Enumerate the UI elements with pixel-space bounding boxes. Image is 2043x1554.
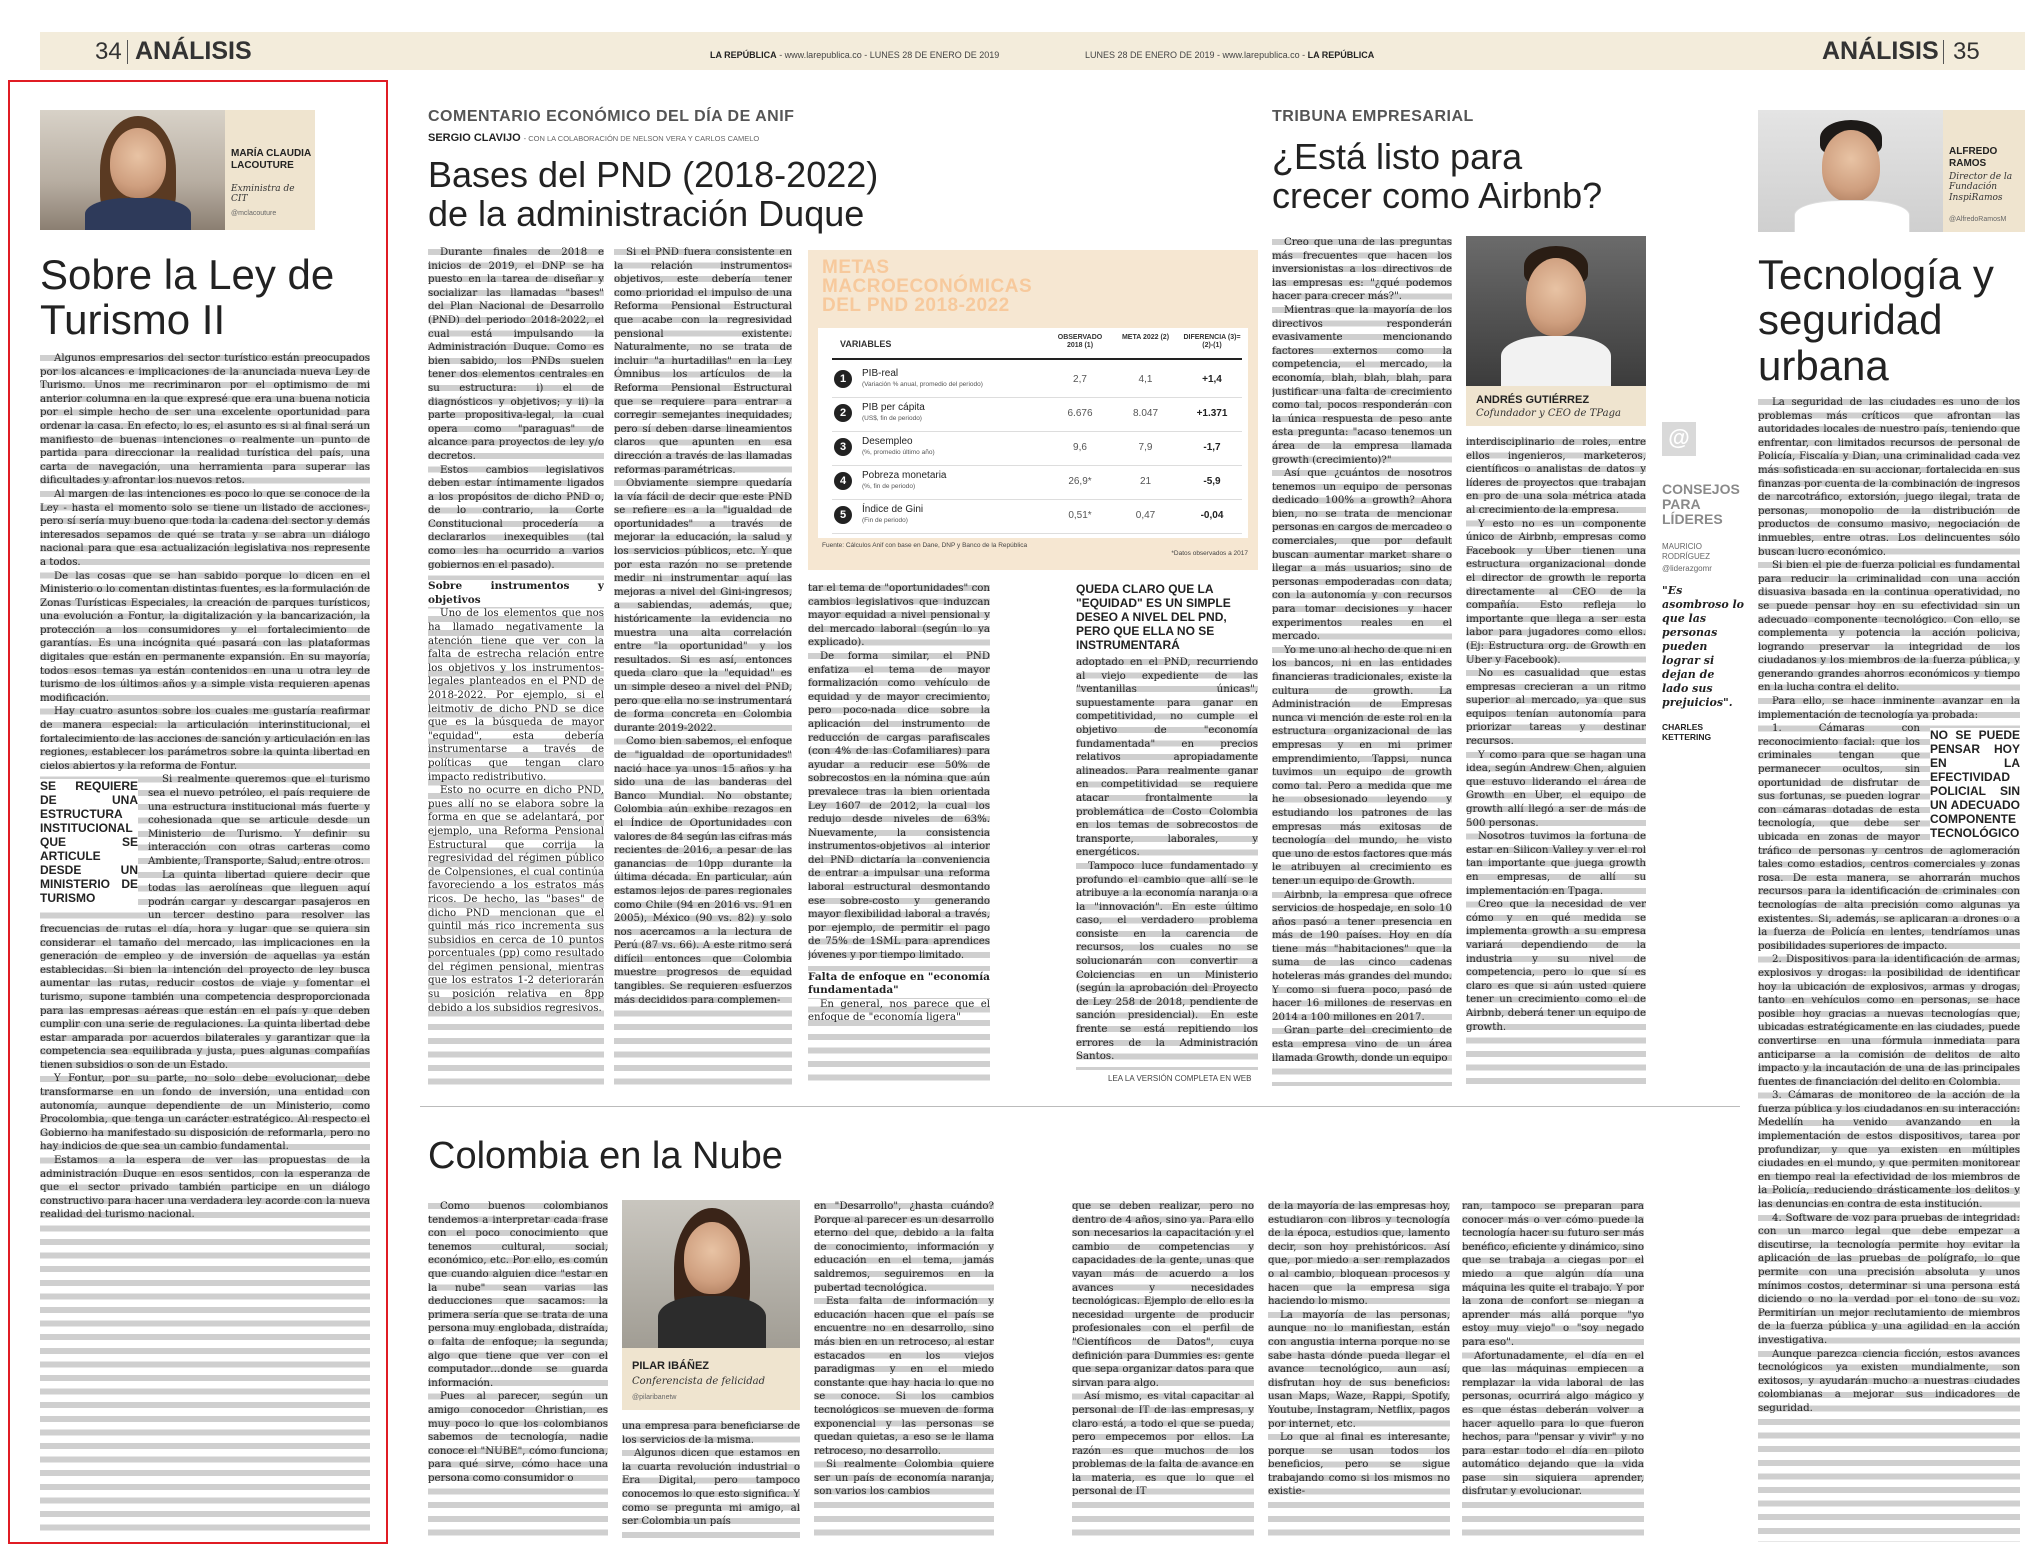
- row-number-badge: 5: [834, 506, 852, 524]
- row-meta: 4,1: [1138, 374, 1153, 385]
- author-role: Conferencista de felicidad: [632, 1376, 766, 1387]
- paragraph: adoptado en el PND, recurriendo al viejo expediente de las "ventanillas únicas", supuestamente para ganar en competitividad, no cumple el objetivo de "economía fundamentada" en precios relativos apropiadamente alineados. Para realmente ganar en competitividad se requiere atacar frontalmente la problemática de Costo Colombia en los temas de sobrecostos de transporte, laborales, y energéticos.: [1076, 657, 1258, 859]
- nube-author-photo: [622, 1200, 800, 1348]
- paragraph: La seguridad de las ciudades es uno de los problemas más críticos que afrontan las autoridades locales de nuestro país, teniendo que enfrentar, con limitados recursos de personal de Policía, Fiscalía y Dian, una criminalidad cada vez más sofisticada en su accionar, fortalecida en sus finanzas por cuenta de la combinación de ingresos de narcotráfico, extorsión, juego ilegal, trata de personas, monopolio de la distribución de productos de consumo masivo, negociación de inmuebles, entre otras. Los delincuentes sólo buscan lucro económico.: [1758, 397, 2020, 558]
- table-row: [818, 432, 1248, 466]
- row-sublabel: (Fin de periodo): [862, 517, 908, 524]
- paragraph: Para ello, se hace inminente avanzar en la implementación de tecnología ya probada:: [1758, 696, 2020, 721]
- paragraph: 3. Cámaras de monitoreo de la acción de la fuerza pública y los ciudadanos en su interacción: Medellín ha venido avanzando en la implementación de estos dispositivos, tarea por profundizar, y que ya existen en múltiples ciudades en el mundo, y que permiten monitorear en tiempo real la efectividad de los miembros de la Policía, reduciendo drásticamente los delitos y las denuncias en contra de esta institución.: [1758, 1090, 2020, 1211]
- paragraph: Si el PND fuera consistente en la relación instrumentos-objetivos, este debería tener como prioridad el impulso de una Reforma Pensional Estructural que acabe con la regresividad pensional existente. Naturalmente, no se trata de incluir "a hurtadillas" en la Ley Ómnibus los artículos de la Reforma Pensional Estructural que se requiere para entrar a corregir semejantes inequidades, pero sí deben darse lineamientos claros que apunten en esa dirección a través de las llamadas reformas paramétricas.: [614, 247, 792, 476]
- tribuna-author-box: [1466, 386, 1646, 426]
- anif-headline: Bases del PND (2018-2022) de la administración Duque: [428, 154, 879, 234]
- tribuna-column-2: [1466, 436, 1646, 1086]
- paragraph: Estos cambios legislativos deben estar íntimamente ligados a los propósitos de dicho PND o, de lo contrario, la Corte Constitucional procedería a declararlos inexequibles (tal como les ha ocurrido a varios gobiernos en el pasado).: [428, 464, 604, 571]
- article-headline: Sobre la Ley de Turismo II: [40, 251, 335, 344]
- right-author-photo: [1758, 110, 1943, 232]
- consejos-title: CONSEJOS PARA LÍDERES: [1662, 481, 1740, 527]
- table-row: [818, 364, 1248, 398]
- row-label: Índice de Gini: [862, 504, 924, 515]
- paragraph: Esta falta de información y educación hacen que el país se encuentre no en desarrollo, sino más bien en un retroceso, al estar estacados en los viejos paradigmas y en el miedo constante que hay hacia lo que no se conoce. Si los cambios tecnológicos se mueven de forma exponencial y las personas se quedan quietas, a eso se le llama retroceso, no desarrollo.: [814, 1296, 994, 1457]
- paragraph: Esto no ocurre en dicho PND, pues allí no se elabora sobre la forma en que se adelantará, por ejemplo, una Reforma Pensional Estructural que corrija la regresividad del régimen público de Colpensiones, el cual continúa favoreciendo a los estratos más ricos. De hecho, las "bases" de dicho PND mencionan que el quintil más rico incrementa sus subsidios en cerca de 10 puntos porcentuales (pp) como resultado del régimen pensional, mientras que los estratos 1-2 deteriorarán su posición relativa en 8pp debido a los subsidios regresivos.: [428, 785, 604, 1014]
- paragraph: Y Fontur, por su parte, no solo debe evolucionar, debe transformarse en un fondo de inversión, una entidad con autonomía, aunque dependiente de un Ministerio, como Procolombia, que tenga un carácter estratégico. Al respecto el Gobierno ha manifestado su disposición de reformarla, pero no hay indicios de que sea un cambio fundamental.: [40, 1073, 370, 1153]
- paragraph: La quinta libertad quiere decir que todas las aerolíneas que lleguen aquí podrán cargar y descargar pasajeros en un tercer destino para resolver las frecuencias de rutas el día, hora y lugar que se quiera sin considerar el tamaño del mercado, las implicaciones en la generación de empleo y de inversión de aquellas ya están establecidas. Si bien la intención del proyecto de ley busca aumentar las rutas, reducir costos de viaje y fomentar el turismo, supone también una competencia desproporcionada para las empresas aéreas que están en el país y que deben cumplir con una serie de regulaciones. La quinta libertad debe estar amparada por acuerdos bilaterales y garantizar que la competencia sea equilibrada y justa, pues algunas compañías tienen subsidios o son de un Estado.: [40, 869, 370, 1071]
- paragraph: Y como para que se hagan una idea, según Andrew Chen, alguien que estuvo liderando el área de Growth en Uber, el equipo de growth allí llegó a ser de más de 500 personas.: [1466, 749, 1646, 829]
- row-sublabel: (US$, fin de periodo): [862, 415, 922, 422]
- right-masthead: [1085, 50, 1374, 60]
- table-note: *Datos observados a 2017: [1171, 550, 1248, 557]
- author-role: Cofundador y CEO de TPaga: [1476, 408, 1621, 419]
- anif-kicker: COMENTARIO ECONÓMICO DEL DÍA DE ANIF: [428, 108, 795, 125]
- nube-column-2: [622, 1420, 800, 1540]
- nube-column-3: [814, 1200, 994, 1540]
- anif-column-1: [428, 246, 604, 1086]
- author-name: MARÍA CLAUDIA LACOUTURE: [231, 148, 311, 171]
- subheading: Sobre instrumentos y objetivos: [428, 580, 604, 606]
- right-masthead-info: LUNES 28 DE ENERO DE 2019 - www.larepublica.co -: [1085, 50, 1306, 60]
- consejos-quote: "Es asombroso lo que las personas pueden lograr si dejan de lado sus prejuicios".: [1662, 584, 1744, 709]
- paragraph: La mayoría de las personas, aunque no lo manifiestan, están con angustia interna porque no se sabe hasta dónde pueda llegar el avance tecnológico, aun así, disfrutan hoy de sus beneficios: usan Maps, Waze, Rappi, Spotify, Youtube, Instagram, Netflix, pagos por internet, etc.: [1268, 1309, 1450, 1430]
- paragraph: en "Desarrollo", ¿hasta cuándo? Porque al parecer es un desarrollo eterno del que, debido a la falta de conocimiento, información y educación en el tema, jamás saldremos, seguiremos en la pubertad tecnológica.: [814, 1201, 994, 1294]
- author-role: Exministra de CIT: [231, 184, 295, 205]
- table-body: [818, 328, 1248, 538]
- paragraph: Creo que la necesidad de ver cómo y en qué medida se implementa growth a su empresa variará dependiendo de la industria y su nivel de competencia, pero lo que sí es claro es que si aún usted quiere tener un crecimiento como el de Airbnb, deberá tener un equipo de growth.: [1466, 899, 1646, 1033]
- paragraph: Yo me uno al hecho de que ni en los bancos, ni en las entidades financieras tradicionales, existe la cultura de growth. La Administración de Empresas nunca vi mención de este rol en la estructura organizacional de las empresas y en mi primer emprendimiento, Tappsi, nunca tuvimos un equipo de growth como tal. Pero a medida que me he obsesionado leyendo y estudiando los patrones de las empresas más exitosas de tecnología del mundo, he visto que uno de estos factores que más le atribuyen al crecimiento es tener un equipo de Growth.: [1272, 644, 1452, 887]
- macro-goals-table: [808, 250, 1258, 570]
- left-masthead-brand: LA REPÚBLICA: [710, 50, 777, 60]
- paragraph: Pues al parecer, según un amigo conocedor Christian, es muy poco lo que los colombianos sabemos de tecnología, nadie conoce el "NUBE", cómo funciona, para qué sirve, cómo hace una persona como consumidor o: [428, 1391, 608, 1484]
- at-sign-icon: @: [1662, 422, 1696, 456]
- paragraph: de la mayoría de las empresas hoy, estudiaron con libros y tecnología de la época, estudios que, lamento decir, son hoy prehistóricos. Así que, por miedo a ser remplazados o al cambio, bloquean procesos y hacen que la empresa siga haciendo lo mismo.: [1268, 1201, 1450, 1308]
- row-number-badge: 3: [834, 438, 852, 456]
- paragraph: En general, nos parece que el enfoque de "economía ligera": [808, 998, 990, 1024]
- paragraph: Como buenos colombianos tendemos a interpretar cada frase con el poco conocimiento que tenemos cultural, social, económico, etc. Por ello, es común que cuando alguien dice "estar en la nube" sean varias las deducciones que sacamos: la primera sería que se trata de una persona muy englobada, distraída, o falta de enfoque; la segunda, algo que tiene que ver con el computador…donde se guarda información.: [428, 1201, 608, 1389]
- paragraph: Obviamente siempre quedaría la vía fácil de decir que este PND se refiere es a la "igualdad de oportunidades" a través de mejorar la educación, la salud y los servicios públicos, etc. Y que por esta razón no se pretende medir ni instrumentar aquí las mejoras a nivel del Gini-ingresos, a sabiendas, además, que, históricamente la evidencia no muestra una alta correlación entre "la oportunidad" y los resultados. Si es así, entonces queda claro que la "equidad" es un simple deseo a nivel del PND, pero que ella no se instrumentará de forma concreta en Colombia durante 2019-2022.: [614, 478, 792, 734]
- paragraph: Algunos empresarios del sector turístico están preocupados por los alcances e implicaciones de la anunciada nueva Ley de Turismo. Unos me recriminaron por el optimismo de mi anterior columna en la que expresé que era una buena noticia por el simple hecho de ser una excelente oportunidad para ordenar la casa. En efecto, lo es, el asunto es si al final será un manifiesto de buenas intenciones o realmente un punto de partida para direccionar la realidad turística del país, una carta de navegación, una herramienta para superar las dificultades y afrontar los nuevos retos.: [40, 353, 370, 487]
- nube-author-box: [622, 1348, 800, 1410]
- table-row: [818, 500, 1248, 534]
- nube-column-5: [1268, 1200, 1450, 1540]
- row-observado: 6.676: [1067, 408, 1093, 419]
- table-rows: [818, 364, 1248, 536]
- row-observado: 0,51*: [1068, 510, 1092, 521]
- row-sublabel: (%, promedio último año): [862, 449, 935, 456]
- pull-quote-text: SE REQUIERE DE UNA ESTRUCTURA INSTITUCIONAL QUE SE ARTICULE DESDE UN MINISTERIO DE TURISMO: [40, 779, 138, 906]
- row-label: PIB per cápita: [862, 402, 925, 413]
- paragraph: Aunque parezca ciencia ficción, estos avances tecnológicos ya existen mundialmente, son exitosos, y ayudarán mucho a nuestras ciudades colombianas a mejorar sus indicadores de seguridad.: [1758, 1348, 2020, 1414]
- row-diferencia: -0,04: [1200, 510, 1224, 521]
- paragraph: Como bien sabemos, el enfoque de "igualdad de oportunidades" nació hace ya unos 15 años y ha sido una de las banderas del Banco Mundial. No obstante, Colombia aún exhibe rezagos en el Índice de Oportunidades con valores de 84 según las cifras más recientes de 2016, a pesar de las ganancias de 10pp durante la última década. En particular, aún estamos lejos de pares regionales como Chile (94 en 2016 vs. 91 en 2005), México (90 vs. 82) y solo nos acercamos a la lectura de Perú (87 vs. 66). A este ritmo será difícil entonces que Colombia muestre progresos de equidad tangibles. Se requieren esfuerzos más decididos para complemen-: [614, 736, 792, 1006]
- paragraph: Lo que al final es interesante, porque se usan todos los beneficios, pero se sigue trabajando como si los mismos no existie-: [1268, 1432, 1450, 1498]
- header-divider: [127, 40, 128, 64]
- paragraph: Así que ¿cuántos de nosotros tenemos un equipo de personas dedicado 100% a growth? Ahora bien, no se trata de mencionar personas en cargos de mercadeo o comerciales, que por default buscan aumentar market share o llegar a más usuarios; sino de personas empoderadas con data, con la autonomía y con recursos para tomar decisiones y hacer experimentos reales en el mercado.: [1272, 468, 1452, 643]
- table-col-observado: OBSERVADO 2018 (1): [1057, 334, 1103, 349]
- row-label: Pobreza monetaria: [862, 470, 947, 481]
- row-number-badge: 2: [834, 404, 852, 422]
- row-meta: 21: [1139, 476, 1152, 487]
- byline-credits: - CON LA COLABORACIÓN DE NELSON VERA Y CARLOS CAMELO: [523, 134, 760, 143]
- left-page-number: 34: [95, 38, 122, 65]
- author-box: [225, 110, 315, 230]
- paragraph: Uno de los elementos que nos ha llamado negativamente la atención tiene que ver con la falta de estrecha relación entre los objetivos y los instrumentos-legales planteados en el PND de 2018-2022. Por ejemplo, si el leitmotiv de dicho PND se dice que es la búsqueda de mayor "equidad", esta debería instrumentarse a través de políticas que tengan claro impacto redistributivo.: [428, 608, 604, 783]
- paragraph: 2. Dispositivos para la identificación de armas, explosivos y drogas: la posibilidad de identificar hoy la ubicación de explosivos, armas y drogas, tanto en vehículos como en personas, se hace posible hoy gracias a nuevas tecnologías que, ubicadas estratégicamente en las ciudades, puede convertirse en una fórmula inmediata para anticiparse a la comisión de delitos de alto impacto y la incautación de una de las principales fuentes de financiación del delito en Colombia.: [1758, 954, 2020, 1088]
- author-photo: [40, 110, 225, 230]
- row-meta: 8.047: [1132, 408, 1159, 419]
- anif-column-4: [1076, 656, 1258, 1070]
- paragraph: Si realmente queremos que el turismo sea el nuevo petróleo, el país requiere de una estructura institucional más fuerte y cohesionada que se articule desde un Ministerio de Turismo. Y definir su interacción con otras carteras como Ambiente, Transporte, Salud, entre otros.: [148, 774, 370, 867]
- tribuna-column-1: [1272, 236, 1452, 1086]
- nube-headline: Colombia en la Nube: [428, 1135, 783, 1177]
- anif-byline: [428, 132, 759, 144]
- author-name: PILAR IBÁÑEZ: [632, 1360, 709, 1372]
- row-divider: [832, 533, 1242, 534]
- paragraph: No es casualidad que estas empresas crecieran a un ritmo superior al mercado, ya que sus equipos tenían autonomía para priorizar tareas y destinar recursos.: [1466, 668, 1646, 748]
- right-page-number: 35: [1953, 38, 1980, 65]
- pull-quote: [1930, 728, 2020, 840]
- header-divider: [1943, 40, 1944, 64]
- row-number-badge: 1: [834, 370, 852, 388]
- table-col-variables: VARIABLES: [840, 339, 892, 349]
- tribuna-headline: ¿Está listo para crecer como Airbnb?: [1272, 136, 1603, 216]
- table-col-meta: META 2022 (2): [1121, 334, 1170, 341]
- row-number-badge: 4: [834, 472, 852, 490]
- row-observado: 9,6: [1073, 442, 1087, 453]
- paragraph: ran, tampoco se preparan para conocer más o ver cómo puede la tecnología hacer su futuro ser más benéfico, eficiente y dinámico, sino que se trabaja a ciegas por el miedo a que algún día una máquina les quite el trabajo. Y por la zona de confort se niegan a aprender más allá porque "yo estoy muy viejo" o "soy negado para eso".: [1462, 1201, 1644, 1348]
- nube-column-1: [428, 1200, 608, 1540]
- author-role: Director de la Fundación InspiRamos: [1949, 172, 2013, 203]
- row-diferencia: +1.371: [1196, 408, 1228, 419]
- nube-column-6: [1462, 1200, 1644, 1540]
- pull-quote-text: NO SE PUEDE PENSAR HOY EN LA EFECTIVIDAD POLICIAL SIN UN ADECUADO COMPONENTE TECNOLÓGICO: [1930, 728, 2020, 841]
- read-more-link[interactable]: LEA LA VERSIÓN COMPLETA EN WEB: [1108, 1074, 1252, 1083]
- left-section-title: ANÁLISIS: [135, 37, 252, 65]
- anif-column-3: [808, 582, 990, 1086]
- paragraph: Tampoco luce fundamentado y profundo el cambio que allí se le atribuye a la economía naranja o a la "innovación". En este último caso, el verdadero problema consiste en la carencia de recursos, los cuales no se solucionarán con convertir a Colciencias en un Ministerio (según la aprobación del Proyecto de Ley 258 de 2018, pendiente de sanción presidencial). En este frente se está repitiendo los errores de la Administración Santos.: [1076, 860, 1258, 1063]
- anif-column-2: [614, 246, 792, 1086]
- row-diferencia: -1,7: [1203, 442, 1221, 453]
- paragraph: 1. Cámaras con reconocimiento facial: que los criminales tengan que permanecer ocultos, sin oportunidad de disfrutar de sus fortunas, se pueden lograr con cámaras dotadas de esta tecnología, que debe ser ubicada en zonas de mayor tráfico de personas y centros de aglomeración tales como estadios, centros comerciales y zonas rosa. De esta manera, se ahorrarán muchos recursos para la identificación de criminales con tecnologías de alta precisión como algunas ya existentes. Si, además, se aplicaran a drones o a la fuerza de Policía en lentes, tendríamos unas posibilidades superiores de impacto.: [1758, 723, 2020, 952]
- section-divider: [420, 1106, 1740, 1107]
- table-col-diferencia: DIFERENCIA (3)=(2)-(1): [1183, 334, 1241, 349]
- consejos-handle: @liderazgomr: [1662, 564, 1712, 573]
- row-diferencia: -5,9: [1203, 476, 1221, 487]
- right-author-box: [1943, 110, 2025, 232]
- pull-quote: [40, 779, 138, 905]
- row-label: Desempleo: [862, 436, 913, 447]
- header-bar: [40, 32, 2025, 70]
- right-article-body: [1758, 396, 2020, 1542]
- paragraph: Y esto no es un componente único de Airbnb, empresas como Facebook y Uber tienen una estructura organizacional donde el director de growth le reporta directamente al CEO de la compañía. Esto refleja lo importante que llega a ser esta labor para jugadores como ellos. (Ej: Estructura org. de Growth en Uber y Facebook).: [1466, 518, 1646, 666]
- tribuna-author-photo: [1466, 236, 1646, 386]
- row-sublabel: (Variación % anual, promedio del periodo): [862, 381, 983, 388]
- subheading: Falta de enfoque en "economía fundamentada": [808, 970, 990, 997]
- paragraph: De las cosas que se han sabido porque lo dicen en el Ministerio o lo comentan distintas fuentes, es la formulación de Zonas Turísticas Especiales, la creación de parques turísticos, una evolución a Fontur, la digitalización y la bancarización, la protección a los consumidores y el fortalecimiento de garantías. Es una incógnita qué pasará con las plataformas digitales que están en permanente expansión. En su mayoría, todos esos temas ya están contenidos en una u otra ley de turismo de los últimos años y a simple vista requieren apenas modificación.: [40, 570, 370, 704]
- author-handle: @AlfredoRamosM: [1949, 216, 2007, 223]
- author-handle: @mclacouture: [231, 210, 277, 217]
- paragraph: De forma similar, el PND enfatiza el tema de mayor formalización como vehículo de equidad y de mayor crecimiento, pero poco-nada dice sobre la aplicación del instrumento de reducción de cargas parafiscales (con 4% de las Cofamiliares) para ayudar a reducir ese 50% de sobrecostos en la nómina que aún prevalece tras la bien orientada Ley 1607 de 2012, la cual los redujo desde niveles de 63%. Nuevamente, la consistencia instrumentos-objetivos al interior del PND dictaría la conveniencia de entrar a impulsar una reforma laboral estructural desmontando ese sobre-costo y generando mayor flexibilidad laboral a través, por ejemplo, de permitir el pago de 75% de 1SML para aprendices jóvenes y por tiempo limitado.: [808, 650, 990, 962]
- paragraph: interdisciplinario de roles, entre ellos ingenieros, marketeros, científicos o analistas de datos y líderes de proyectos que trabajan en pro de una sola métrica atada al crecimiento de la empresa.: [1466, 437, 1646, 516]
- right-masthead-brand: LA REPÚBLICA: [1307, 50, 1375, 60]
- anif-pull-quote: QUEDA CLARO QUE LA "EQUIDAD" ES UN SIMPLE DESEO A NIVEL DEL PND, PERO QUE ELLA NO SE INSTRUMENTARÁ: [1076, 582, 1231, 652]
- table-row: [818, 398, 1248, 432]
- tribuna-kicker: TRIBUNA EMPRESARIAL: [1272, 108, 1474, 125]
- paragraph: Así mismo, es vital capacitar al personal de IT de las empresas, y claro está, a todo el que se pueda, pero empecemos por ellos. La razón es que muchos de los problemas de la falta de avance en la materia, es que lo que el personal de IT: [1072, 1391, 1254, 1498]
- left-masthead-info: - www.larepublica.co - LUNES 28 DE ENERO DE 2019: [779, 50, 1000, 60]
- paragraph: Al margen de las intenciones es poco lo que se conoce de la Ley - hasta el momento solo se tiene un listado de acciones-, pero sí sería muy bueno que toda la cadena del sector y demás interesados sepamos de qué se trata y se abra un diálogo nacional para que esa actualización legislativa nos represente a todos.: [40, 488, 370, 568]
- paragraph: 4. Software de voz para pruebas de integridad: con un marco legal que debe empezar a discutirse, la tecnología permite hoy evitar la aplicación de las pruebas de polígrafo, lo que permite con una precisión absoluta y unos mínimos costos, determinar si una persona está diciendo o no la verdad por el tono de su voz. Permitirían un mejor reclutamiento de miembros de la fuerza pública y una agilidad en la acción investigativa.: [1758, 1212, 2020, 1346]
- paragraph: Nosotros tuvimos la fortuna de estar en Silicon Valley y ver el rol tan importante que juega growth en empresas, de allí su implementación en Tpaga.: [1466, 831, 1646, 897]
- paragraph: Mientras que la mayoría de los directivos responderán evasivamente mencionando factores externos como la competencia, el mercado, la economía, blah, blah, blah, para justificar una falta de crecimiento como tal, pocos responderán con la única respuesta de peso ante esta pregunta: "acaso tenemos un área de la empresa llamada growth (crecimiento)?": [1272, 304, 1452, 466]
- paragraph: Creo que una de las preguntas más frecuentes que hacen los inversionistas a los directivos de las empresas es: "¿qué podemos hacer para crecer más?".: [1272, 237, 1452, 303]
- row-sublabel: (%, fin de periodo): [862, 483, 916, 490]
- paragraph: una empresa para beneficiarse de los servicios de la misma.: [622, 1421, 800, 1446]
- table-row: [818, 466, 1248, 500]
- paragraph: Durante finales de 2018 e inicios de 2019, el DNP se ha puesto en la tarea de diseñar y socializar las llamadas "bases" del Plan Nacional de Desarrollo (PND) del periodo 2018-2022, el cual está impulsando la Administración Duque. Como es bien sabido, los PNDs suelen tener dos elementos centrales en su estructura: i) el de diagnósticos y objetivos; y ii) la parte propositiva-legal, la cual opera como "paraguas" de alcance para proyectos de ley y/o decretos.: [428, 247, 604, 462]
- paragraph: Estamos a la espera de ver las propuestas de la administración Duque en esos sentidos, con la esperanza de que el sector privado también participe en un diálogo constructivo para hacer una verdadera ley acorde con la nueva realidad del turismo nacional.: [40, 1155, 370, 1221]
- paragraph: Airbnb, la empresa que ofrece servicios de hospedaje, en solo 10 años pasó a tener presencia en más de 190 países. Hoy en día tiene más "habitaciones" que la suma de las cinco cadenas hoteleras más grandes del mundo. Y como si fuera poco, pasó de hacer 16 millones de reservas en 2014 a 100 millones en 2017.: [1272, 889, 1452, 1023]
- paragraph: Hay cuatro asuntos sobre los cuales me gustaría reafirmar de manera especial: la articulación interinstitucional, el fortalecimiento de las acciones de sanción y articulación en las regiones, establecer los parámetros sobre la quinta libertad en cielos abiertos y la reforma de Fontur.: [40, 706, 370, 772]
- paragraph: Afortunadamente, el día en el que las máquinas empiecen a remplazar la vida laboral de las personas, ocurrirá algo mágico y es que éstas deberán volver a hacer aquello para lo que fueron hechos, para "pensar y vivir" y no para estar todo el día en piloto automático dejando que la vida pase sin siquiera aprender, disfrutar y evolucionar.: [1462, 1350, 1644, 1498]
- author-handle: @pilaribanetw: [632, 1394, 677, 1401]
- nube-column-4: [1072, 1200, 1254, 1540]
- paragraph: Gran parte del crecimiento de esta empresa vino de un área llamada Growth, donde un equipo: [1272, 1025, 1452, 1064]
- table-source: Fuente: Cálculos Anif con base en Dane, DNP y Banco de la República: [822, 542, 1028, 549]
- author-name: ALFREDO RAMOS: [1949, 146, 1998, 169]
- byline-name: SERGIO CLAVIJO: [428, 132, 521, 144]
- row-label: PIB-real: [862, 368, 899, 379]
- right-headline: Tecnología y seguridad urbana: [1758, 251, 1994, 389]
- row-observado: 26,9*: [1068, 476, 1092, 487]
- right-section-title: ANÁLISIS: [1822, 37, 1939, 65]
- paragraph: tar el tema de "oportunidades" con cambios legislativos que induzcan mayor equidad a nivel pensional y del mercado laboral (según lo ya explicado).: [808, 583, 990, 649]
- left-masthead: [710, 50, 999, 60]
- paragraph: que se deben realizar, pero no dentro de 4 años, sino ya. Para ello son necesarios la capacitación y el cambio de competencias y capacidades de la gente, unas que vayan más de acuerdo a los avances y necesidades tecnológicas. Ejemplo de ello es la necesidad urgente de producir profesionales con el perfil de "Científicos de Datos", cuya definición para Dummies es: gente que sepa organizar datos para que sirvan para algo.: [1072, 1201, 1254, 1389]
- paragraph: Si bien el pie de fuerza policial es fundamental para reducir la criminalidad con una acción disuasiva basada en la continua operatividad, no se puede pensar hoy en su efectividad sin un adecuado componente tecnológico. Con ello, se complementa y potencia la acción policiva, logrando preservar la integridad de los ciudadanos y los miembros de la fuerza pública, y generando grandes ahorros económicos y tiempo en la lucha contra el delito.: [1758, 560, 2020, 694]
- table-title: METAS MACROECONÓMICAS DEL PND 2018-2022: [822, 257, 1033, 316]
- consejos-author: MAURICIO RODRÍGUEZ: [1662, 542, 1710, 561]
- paragraph: Algunos dicen que estamos en la cuarta revolución industrial o Era Digital, pero tampoco conocemos lo que esto significa. Y como se pregunta mi amigo, al ser Colombia un país: [622, 1448, 800, 1528]
- row-observado: 2,7: [1073, 374, 1087, 385]
- table-header-rule: [832, 358, 1242, 360]
- row-meta: 7,9: [1138, 442, 1153, 453]
- row-diferencia: +1,4: [1202, 374, 1222, 385]
- row-meta: 0,47: [1135, 510, 1156, 521]
- consejos-quote-author: CHARLES KETTERING: [1662, 722, 1712, 742]
- author-name: ANDRÉS GUTIÉRREZ: [1476, 394, 1590, 406]
- article-body: [40, 352, 370, 1538]
- paragraph: Si realmente Colombia quiere ser un país de economía naranja, son varios los cambios: [814, 1459, 994, 1498]
